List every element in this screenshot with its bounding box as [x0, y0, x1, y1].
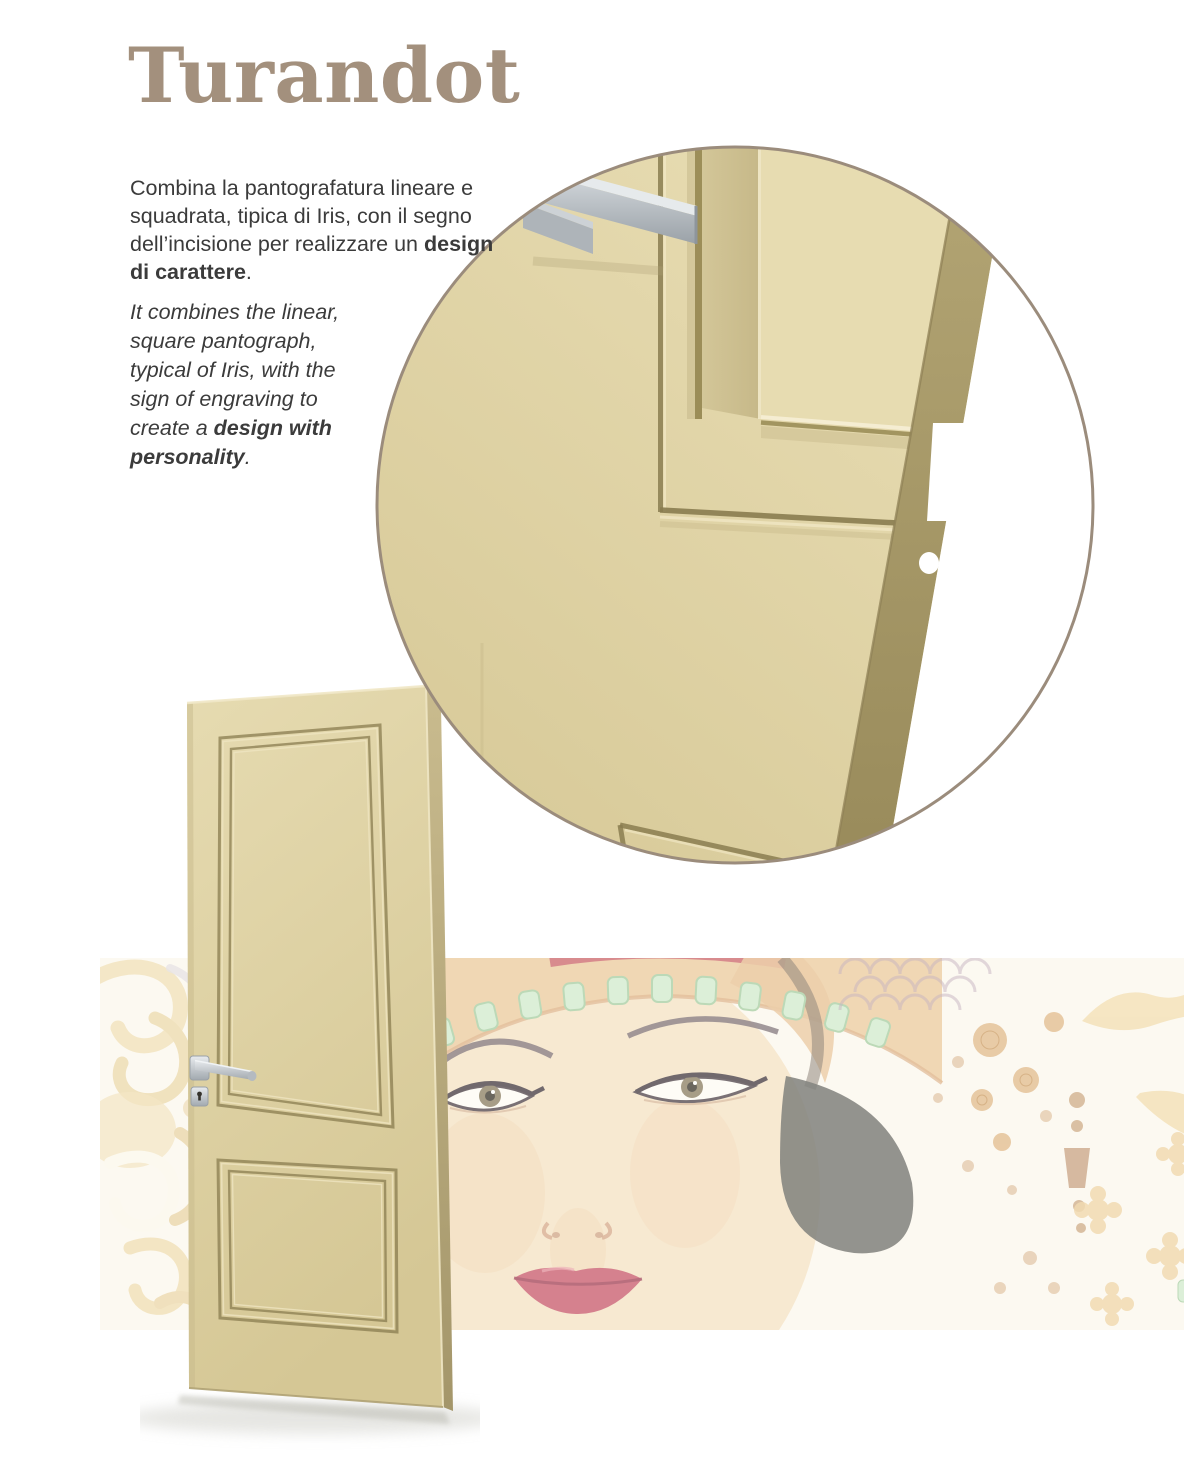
- intro-italian-text: Combina la pantografatura lineare e squadrata, tipica di Iris, con il segno dell’incisione per realizzare un: [130, 176, 474, 256]
- intro-english-period: .: [244, 445, 251, 469]
- hinge-mortise: [927, 423, 965, 521]
- intro-english-bold: design with personality: [130, 416, 332, 469]
- intro-english-text: It combines the linear, square pantograph, typical of Iris, with the sign of engraving to create a: [130, 300, 340, 440]
- intro-italian: [130, 174, 502, 286]
- intro-italian-period: .: [245, 260, 252, 284]
- intro-english: [130, 298, 376, 472]
- intro-italian-bold: design di carattere: [130, 232, 494, 284]
- page-title: Turandot: [128, 31, 521, 120]
- hinge-mortise-small: [919, 552, 939, 574]
- panel-side-face: [702, 143, 761, 419]
- keyhole-plate: [191, 1087, 208, 1106]
